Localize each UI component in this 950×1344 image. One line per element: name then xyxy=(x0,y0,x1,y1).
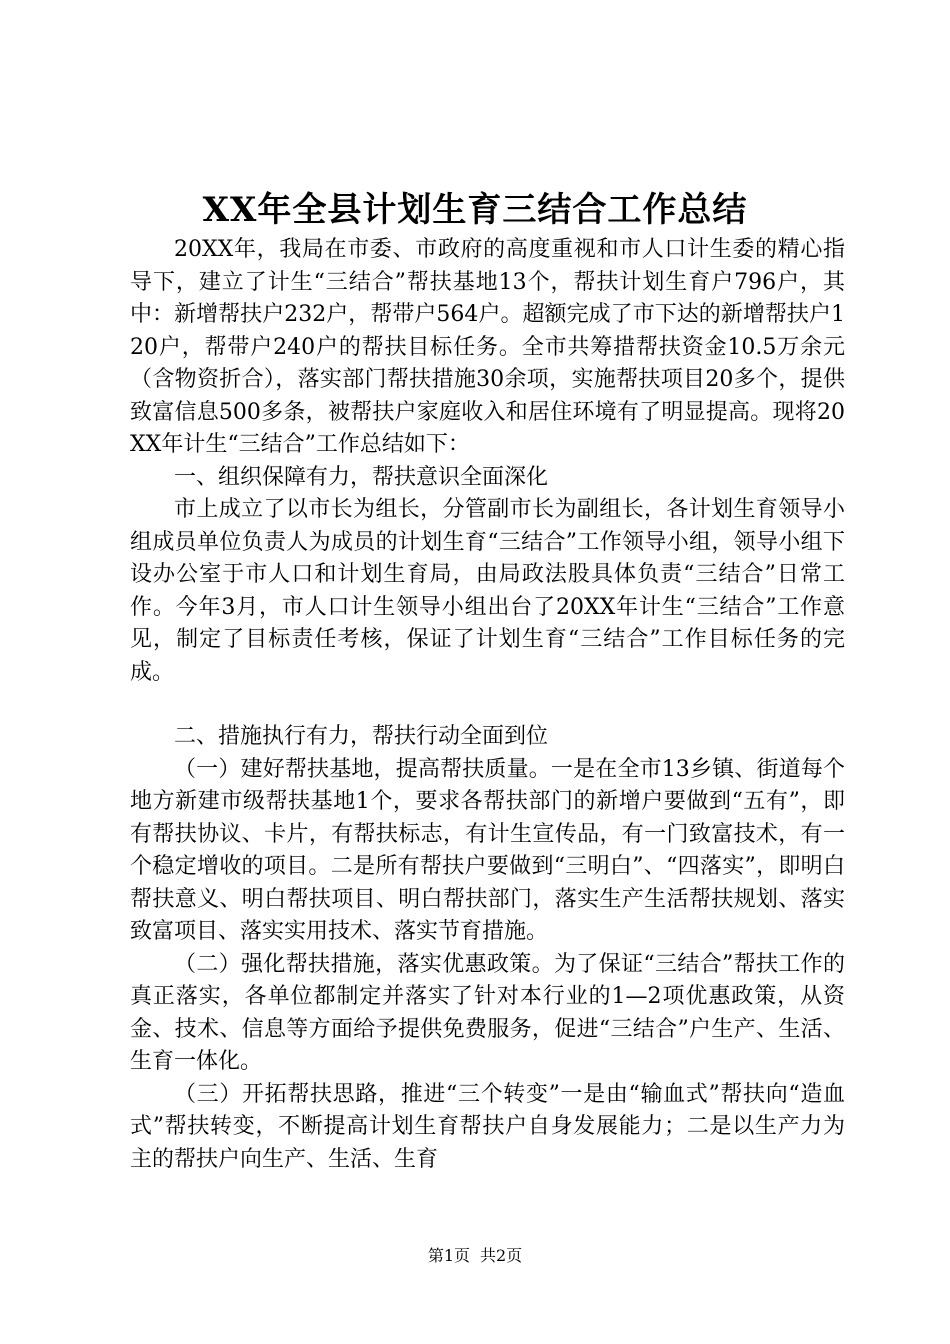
document-body xyxy=(130,234,845,1176)
document-title: XX年全县计划生育三结合工作总结 xyxy=(202,190,748,230)
paragraph-item-1: （一）建好帮扶基地，提高帮扶质量。一是在全市13乡镇、街道每个地方新建市级帮扶基地1个，要求各帮扶部门的新增户要做到“五有”，即有帮扶协议、卡片，有帮扶标志，有计生宣传品，有一门致富技术，有一个稳定增收的项目。二是所有帮扶户要做到“三明白”、“四落实”，即明白帮扶意义、明白帮扶项目、明白帮扶部门，落实生产生活帮扶规划、落实致富项目、落实实用技术、落实节育措施。 xyxy=(130,756,845,944)
paragraph-section-1: 市上成立了以市长为组长，分管副市长为副组长，各计划生育领导小组成员单位负责人为成员的计划生育“三结合”工作领导小组，领导小组下设办公室于市人口和计划生育局，由局政法股具体负责“三结合”日常工作。今年3月，市人口计生领导小组出台了20XX年计生“三结合”工作意见，制定了目标责任考核，保证了计划生育“三结合”工作目标任务的完成。 xyxy=(130,497,845,685)
page-number: 第1页 xyxy=(427,1246,470,1265)
section-heading-1: 一、组织保障有力，帮扶意识全面深化 xyxy=(174,464,549,490)
section-heading-2: 二、措施执行有力，帮扶行动全面到位 xyxy=(174,724,549,749)
paragraph-item-2: （二）强化帮扶措施，落实优惠政策。为了保证“三结合”帮扶工作的真正落实，各单位都制定并落实了针对本行业的1—2项优惠政策，从资金、技术、信息等方面给予提供免费服务，促进“三结合”户生产、生活、生育一体化。 xyxy=(130,951,845,1074)
paragraph-intro: 20XX年，我局在市委、市政府的高度重视和市人口计生委的精心指导下，建立了计生“三结合”帮扶基地13个，帮扶计划生育户796户，其中：新增帮扶户232户，帮带户564户。超额完成了市下达的新增帮扶户120户，帮带户240户的帮扶目标任务。全市共筹措帮扶资金10.5万余元（含物资折合），落实部门帮扶措施30余项，实施帮扶项目20多个，提供致富信息500多条，被帮扶户家庭收入和居住环境有了明显提高。现将20XX年计生“三结合”工作总结如下： xyxy=(130,237,845,457)
paragraph-item-3: （三）开拓帮扶思路，推进“三个转变”一是由“输血式”帮扶向“造血式”帮扶转变，不断提高计划生育帮扶户自身发展能力；二是以生产力为主的帮扶户向生产、生活、生育 xyxy=(130,1081,845,1172)
page-total: 共2页 xyxy=(480,1246,523,1265)
page-footer xyxy=(0,1246,950,1266)
